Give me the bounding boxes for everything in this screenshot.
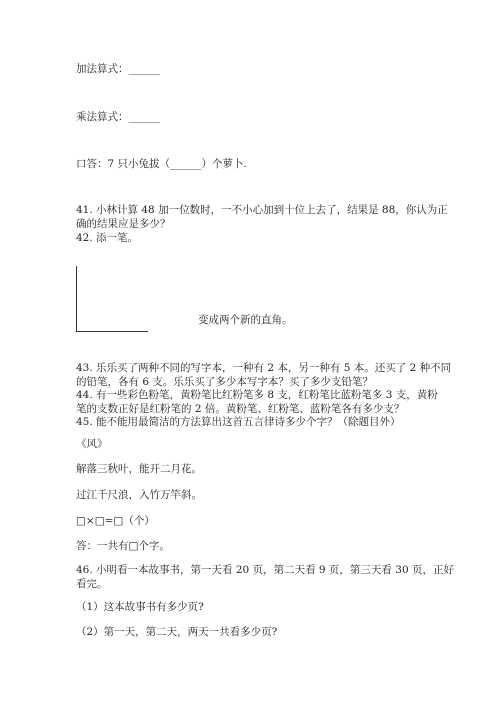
- question-46-sub-2: （2）第一天，第二天，两天一共看多少页?: [76, 626, 278, 638]
- question-46-line-1: 46. 小明看一本故事书，第一天看 20 页，第二天看 9 页，第三天看 30 页，正好: [76, 564, 454, 576]
- question-46-line-2: 看完。: [76, 578, 108, 590]
- addition-formula: 加法算式：______: [76, 63, 160, 75]
- question-42-caption: 变成两个新的直角。: [198, 314, 293, 326]
- question-42: 42. 添一笔。: [76, 232, 139, 244]
- question-44-line-2: 笔的支数正好是红粉笔的 2 倍。黄粉笔、红粉笔、蓝粉笔各有多少支？: [76, 403, 405, 415]
- multiplication-formula: 乘法算式：______: [76, 111, 160, 123]
- oral-answer: 口答：7 只小兔拔（______）个萝卜.: [76, 158, 247, 170]
- poem-line-1: 解落三秋叶，能开二月花。: [76, 463, 202, 475]
- question-43-line-1: 43. 乐乐买了两种不同的写字本，一种有 2 本，另一种有 5 本。还买了 2 种不同: [76, 362, 452, 374]
- right-angle-figure: [76, 266, 148, 332]
- question-41-line-2: 确的结果应是多少？: [76, 218, 171, 230]
- poem-line-2: 过江千尺浪，入竹万竿斜。: [76, 489, 202, 501]
- question-45: 45. 能不能用最简洁的方法算出这首五言律诗多少个字？（除题目外）: [76, 416, 401, 428]
- poem-title: 《风》: [76, 438, 108, 450]
- question-46-sub-1: （1）这本故事书有多少页?: [76, 601, 204, 613]
- question-44-line-1: 44. 有一些彩色粉笔，黄粉笔比红粉笔多 8 支，红粉笔比蓝粉笔多 3 支，黄粉: [76, 389, 438, 401]
- question-43-line-2: 的铅笔，各有 6 支。乐乐买了多少本写字本？买了多少支铅笔？: [76, 376, 373, 388]
- formula-boxes: □×□=□（个）: [76, 515, 155, 527]
- question-45-answer: 答：一共有□个字。: [76, 540, 170, 552]
- question-41-line-1: 41. 小林计算 48 加一位数时，一不小心加到十位上去了，结果是 88，你认为正: [76, 204, 448, 216]
